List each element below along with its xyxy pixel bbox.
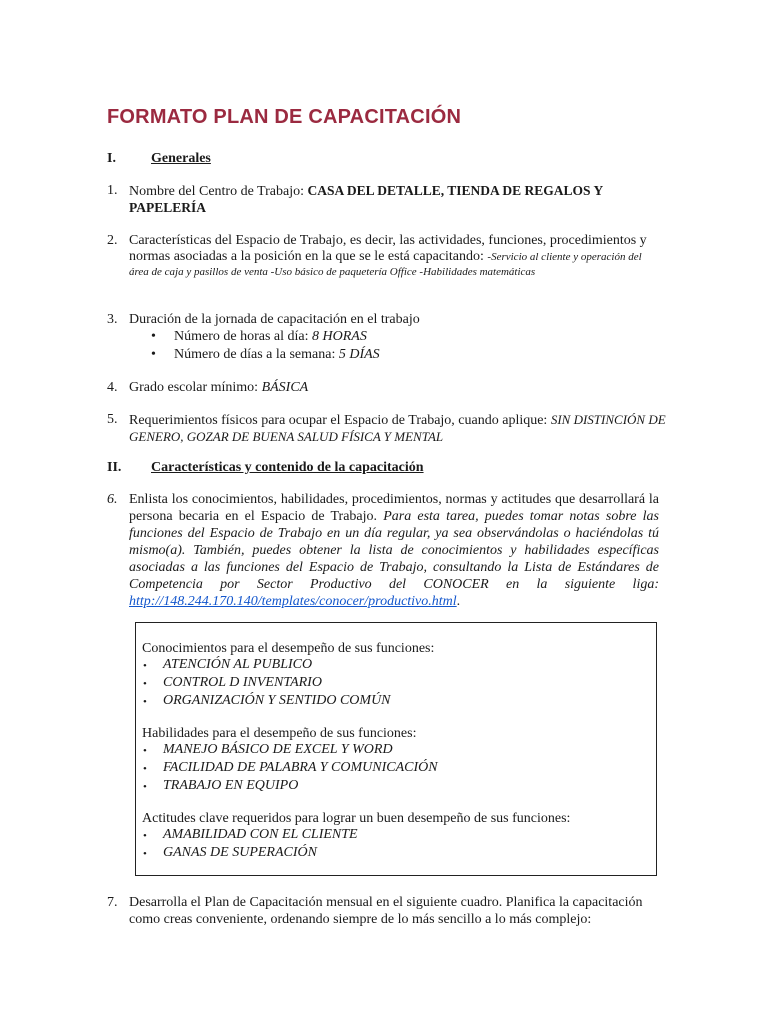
item-6-paragraph <box>129 491 659 610</box>
attitude-item: AMABILIDAD CON EL CLIENTE <box>163 827 358 842</box>
item-3-bullet-hours <box>174 328 367 345</box>
days-label: Número de días a la semana: <box>174 347 339 362</box>
item-4-number: 4. <box>107 380 118 395</box>
bullet-icon: • <box>143 763 147 775</box>
item-6-line <box>129 542 659 559</box>
item-5-line-1 <box>129 411 666 429</box>
knowledge-item: CONTROL D INVENTARIO <box>163 675 322 690</box>
days-value: 5 DÍAS <box>338 347 380 362</box>
hours-value: 8 HORAS <box>312 329 367 344</box>
item-6-italic: mismo(a). También, puedes obtener la lista de conocimientos y habilidades específicas <box>129 543 659 558</box>
bullet-icon: • <box>143 781 147 793</box>
item-6-line: funciones del Espacio de Trabajo en un día regular, ya sea observándolas o haciéndolas tú <box>129 526 659 541</box>
bullet-icon: • <box>143 848 147 860</box>
item-5-label: Requerimientos físicos para ocupar el Espacio de Trabajo, cuando aplique: <box>129 413 551 428</box>
knowledge-heading: Conocimientos para el desempeño de sus funciones: <box>142 641 435 656</box>
item-7-line-1: Desarrolla el Plan de Capacitación mensual en el siguiente cuadro. Planifica la capacitación <box>129 895 643 910</box>
item-5-number: 5. <box>107 412 118 427</box>
item-6-line <box>129 508 659 525</box>
item-1-label: Nombre del Centro de Trabajo: <box>129 184 308 199</box>
item-2-text: normas asociadas a la posición en la que se le está capacitando: <box>129 249 488 264</box>
item-6-italic: Para esta tarea, puedes tomar notas sobre las <box>383 509 659 524</box>
attitudes-heading: Actitudes clave requeridos para lograr un buen desempeño de sus funciones: <box>142 811 571 826</box>
conocer-link[interactable]: http://148.244.170.140/templates/conocer/productivo.html <box>129 594 457 609</box>
link-period: . <box>456 594 461 609</box>
bullet-icon: • <box>151 329 156 344</box>
item-6-line: Competencia por Sector Productivo del CONOCER en la siguiente liga: <box>129 577 659 592</box>
skills-heading: Habilidades para el desempeño de sus funciones: <box>142 726 417 741</box>
item-2-number: 2. <box>107 233 118 248</box>
item-1-line-1 <box>129 182 603 200</box>
section-2-number: II. <box>107 460 122 475</box>
hours-label: Número de horas al día: <box>174 329 313 344</box>
item-1-value-cont: PAPELERÍA <box>129 200 207 215</box>
bullet-icon: • <box>143 745 147 757</box>
bullet-icon: • <box>143 696 147 708</box>
section-1-heading: Generales <box>151 151 211 166</box>
knowledge-item: ATENCIÓN AL PUBLICO <box>163 657 313 672</box>
item-6-line: Enlista los conocimientos, habilidades, procedimientos, normas y actitudes que desarrollará la <box>129 492 659 507</box>
skill-item: TRABAJO EN EQUIPO <box>163 778 299 793</box>
skill-item: FACILIDAD DE PALABRA Y COMUNICACIÓN <box>163 760 438 775</box>
item-1-value: CASA DEL DETALLE, TIENDA DE REGALOS Y <box>307 183 604 198</box>
item-1-number: 1. <box>107 183 118 198</box>
item-2-italic-2: área de caja y pasillos de venta -Uso básico de paquetería Office -Habilidades matemáticas <box>129 266 536 278</box>
bullet-icon: • <box>151 347 156 362</box>
section-2-heading: Características y contenido de la capacitación <box>151 460 424 475</box>
document-title: FORMATO PLAN DE CAPACITACIÓN <box>107 106 462 128</box>
item-5-value-cont: GENERO, GOZAR DE BUENA SALUD FÍSICA Y MENTAL <box>129 429 444 444</box>
item-2-line-1: Características del Espacio de Trabajo, es decir, las actividades, funciones, procedimientos y <box>129 233 647 248</box>
item-3-text: Duración de la jornada de capacitación en el trabajo <box>129 312 420 327</box>
item-7-line-2: como creas conveniente, ordenando siempre de lo más sencillo a lo más complejo: <box>129 912 592 927</box>
bullet-icon: • <box>143 660 147 672</box>
item-4-value: BÁSICA <box>261 380 309 395</box>
item-3-number: 3. <box>107 312 118 327</box>
item-3-bullet-days <box>174 346 380 363</box>
section-1-number: I. <box>107 151 116 166</box>
item-5-value: SIN DISTINCIÓN DE <box>550 412 666 427</box>
bullet-icon: • <box>143 678 147 690</box>
item-6-line: asociadas a las funciones del Espacio de Trabajo, consultando la Lista de Estándares de <box>129 560 659 575</box>
bullet-icon: • <box>143 830 147 842</box>
item-6-text: persona becaria en el Espacio de Trabajo. <box>129 509 384 524</box>
item-7-number: 7. <box>107 895 118 910</box>
item-6-line <box>129 593 659 610</box>
item-4-text <box>129 379 308 396</box>
item-6-number: 6. <box>107 492 118 507</box>
item-2-italic-1: -Servicio al cliente y operación del <box>487 251 642 263</box>
knowledge-item: ORGANIZACIÓN Y SENTIDO COMÚN <box>163 693 391 708</box>
item-4-label: Grado escolar mínimo: <box>129 380 262 395</box>
attitude-item: GANAS DE SUPERACIÓN <box>163 845 317 860</box>
skill-item: MANEJO BÁSICO DE EXCEL Y WORD <box>163 742 393 757</box>
